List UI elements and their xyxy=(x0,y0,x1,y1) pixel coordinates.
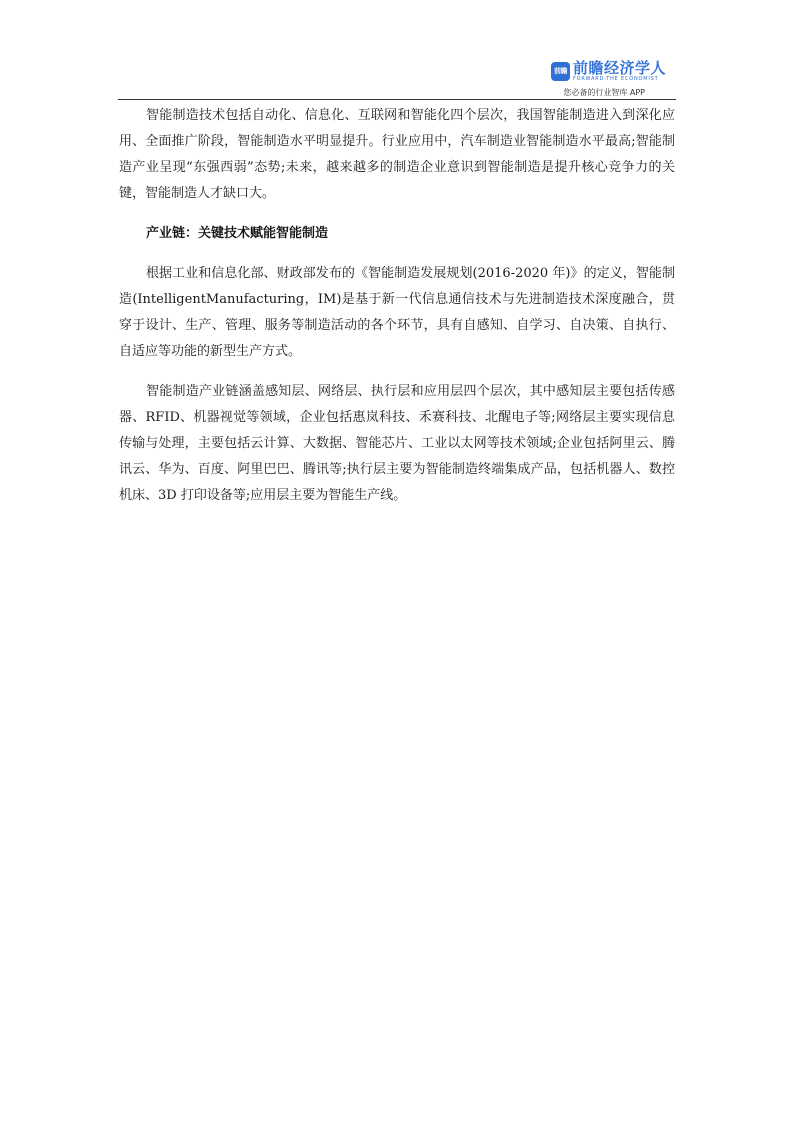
logo-name: 前瞻经济学人 xyxy=(573,58,667,77)
spacer xyxy=(119,247,675,261)
brand-logo xyxy=(551,58,666,84)
paragraph-industry-chain: 智能制造产业链涵盖感知层、网络层、执行层和应用层四个层次，其中感知层主要包括传感器、RFID、机器视觉等领域，企业包括惠岚科技、禾赛科技、北醒电子等;网络层主要实现信息传输与处理，主要包括云计算、大数据、智能芯片、工业以太网等技术领域;企业包括阿里云、腾讯云、华为、百度、阿里巴巴、腾讯等;执行层主要为智能制造终端集成产品，包括机器人、数控机床、3D 打印设备等;应用层主要为智能生产线。 xyxy=(119,384,675,503)
paragraph-intro: 智能制造技术包括自动化、信息化、互联网和智能化四个层次，我国智能制造进入到深化应用、全面推广阶段，智能制造水平明显提升。行业应用中，汽车制造业智能制造水平最高;智能制造产业呈现“东强西弱”态势;未来，越来越多的制造企业意识到智能制造是提升核心竞争力的关键，智能制造人才缺口大。 xyxy=(119,108,675,201)
spacer xyxy=(119,207,675,221)
logo-badge-icon: 前瞻 xyxy=(551,62,570,81)
header-tagline: 您必备的行业智库 APP xyxy=(563,88,645,97)
document-body xyxy=(119,103,675,509)
paragraph-definition: 根据工业和信息化部、财政部发布的《智能制造发展规划(2016-2020 年)》的定义，智能制造(IntelligentManufacturing，IM)是基于新一代信息通信技术与先进制造技术深度融合，贯穿于设计、生产、管理、服务等制造活动的各个环节，具有自感知、自学习、自决策、自执行、自适应等功能的新型生产方式。 xyxy=(119,266,675,359)
spacer xyxy=(119,365,675,379)
header-divider xyxy=(118,99,676,100)
logo-english-name: FORWARD-THE ECONOMIST xyxy=(573,75,659,82)
logo-text-group xyxy=(573,58,667,82)
section-heading: 产业链：关键技术赋能智能制造 xyxy=(146,226,329,241)
